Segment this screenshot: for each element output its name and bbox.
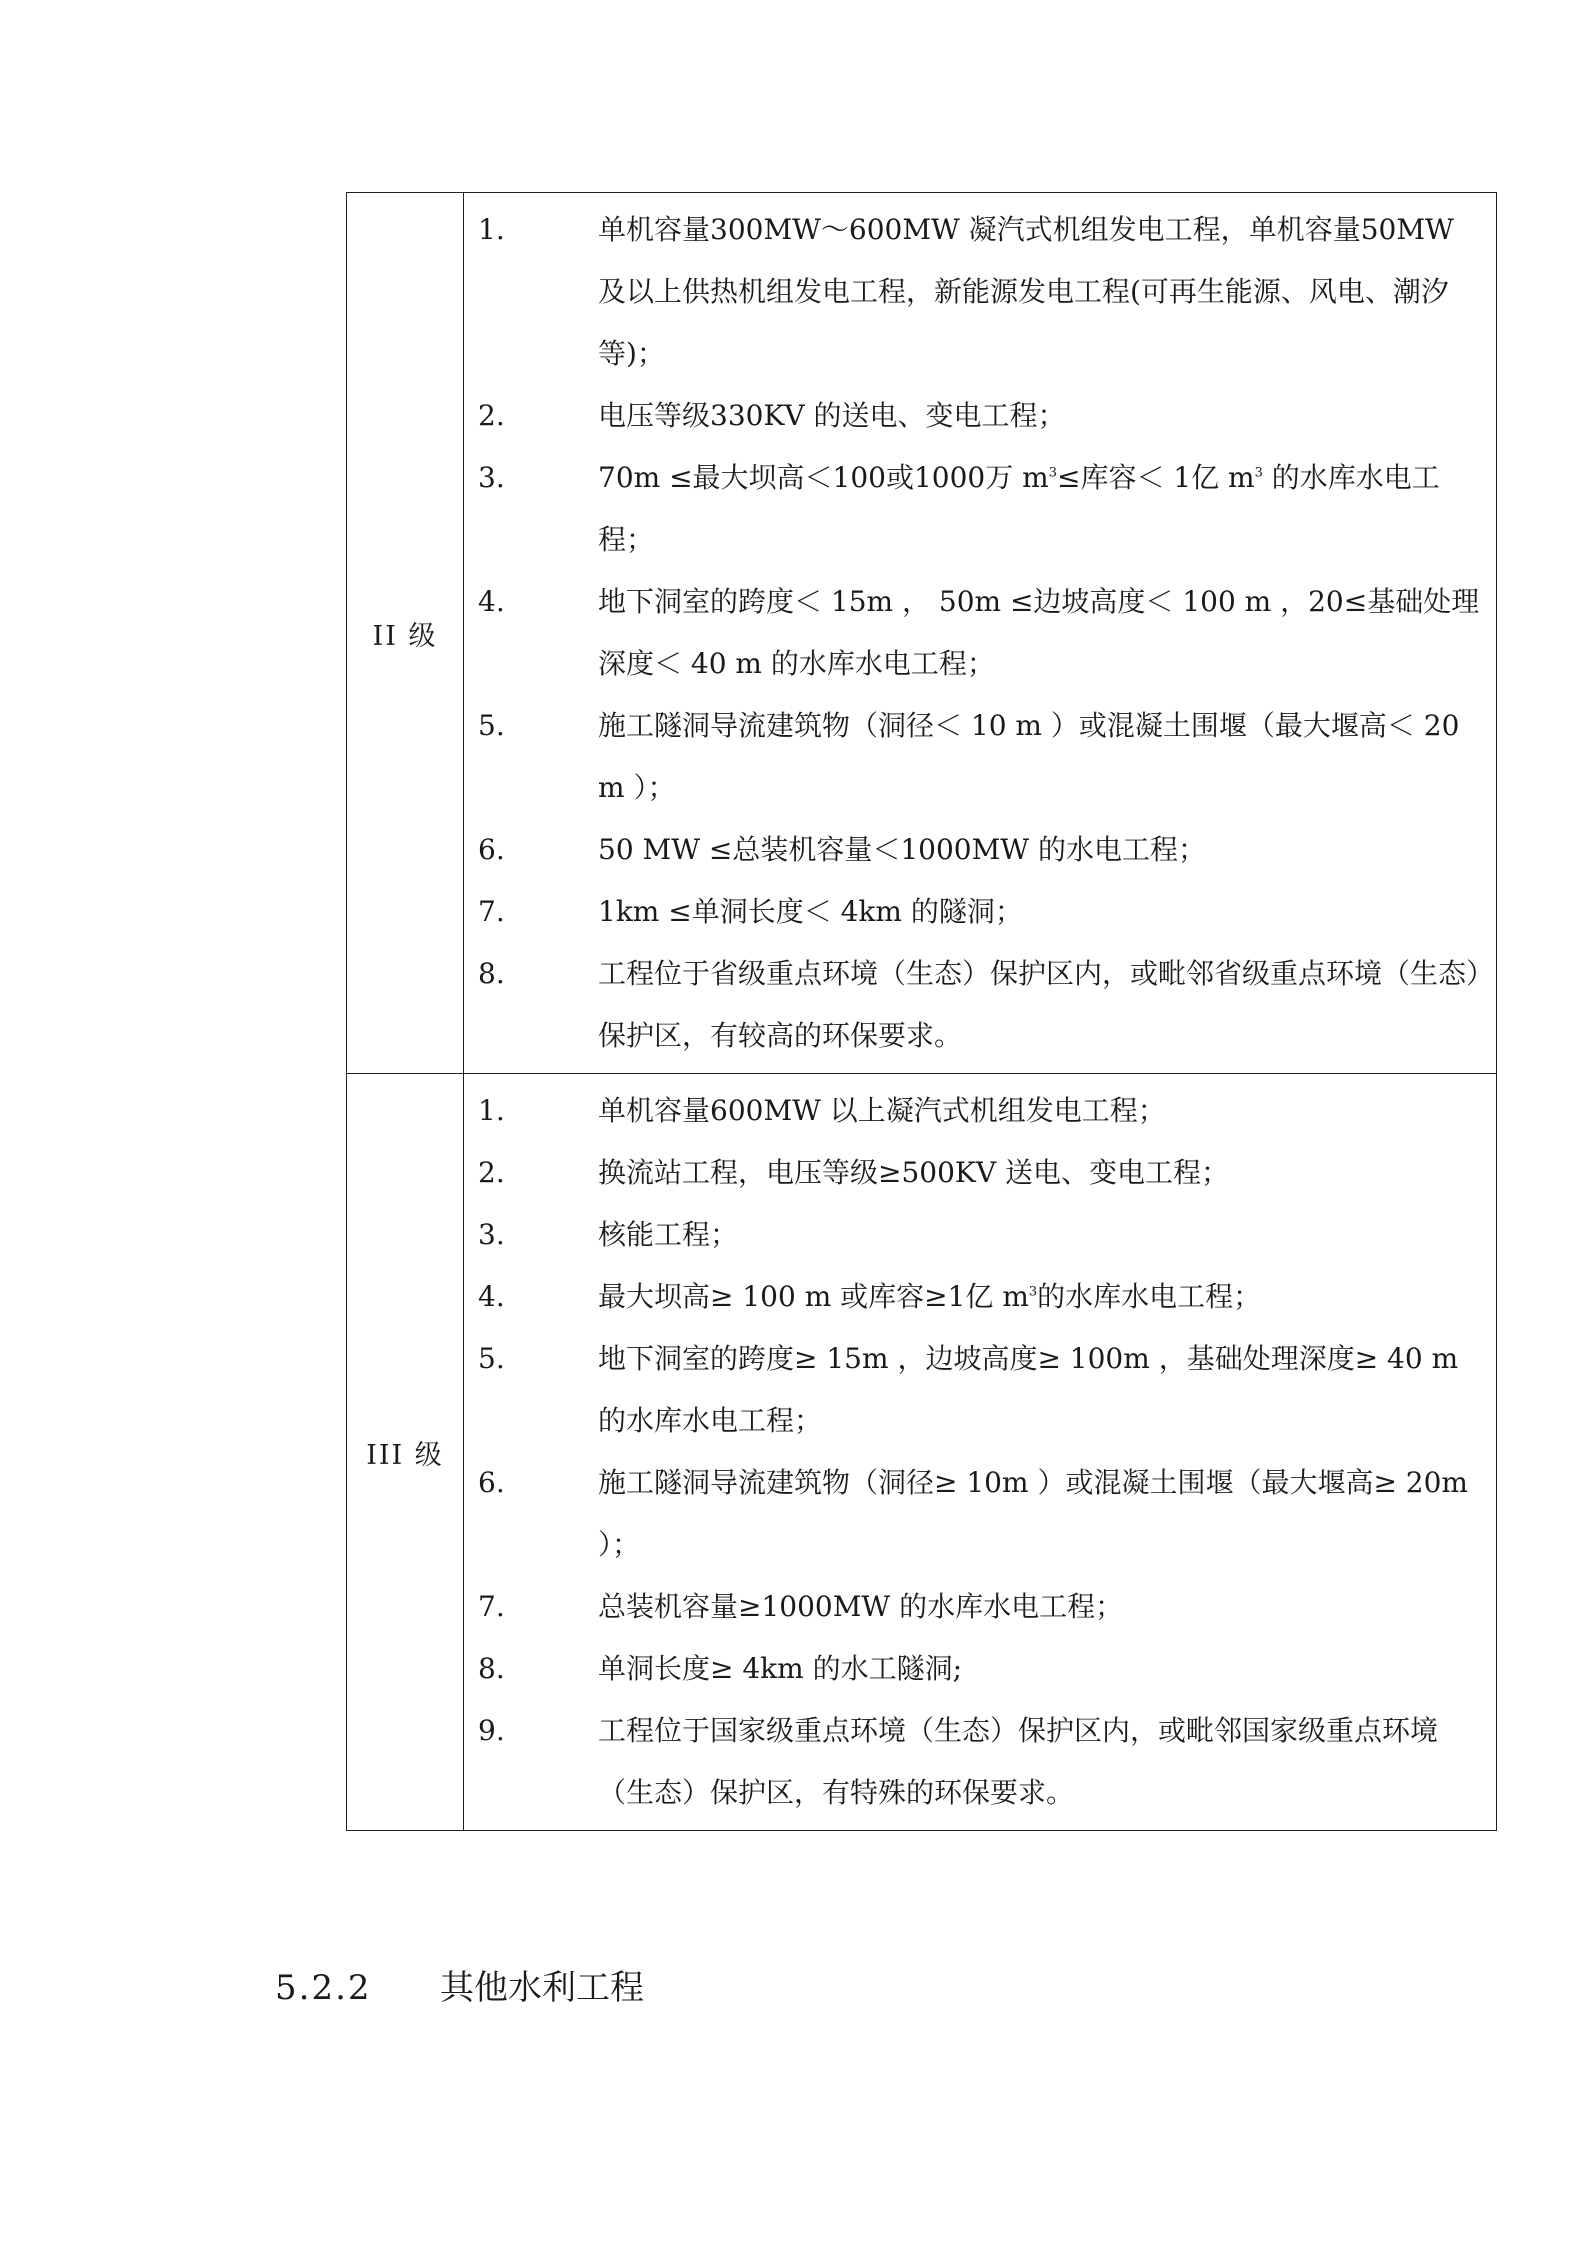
item-number: 2.: [478, 399, 505, 432]
item-text: 地下洞室的跨度≥ 15m ，边坡高度≥ 100m ，基础处理深度≥ 40 m 的水库水电工程；: [598, 1342, 1459, 1437]
list-item: [478, 1142, 1482, 1204]
item-text: 地下洞室的跨度＜ 15m ， 50m ≤边坡高度＜ 100 m ，20≤基础处理深度＜ 40 m 的水库水电工程；: [598, 585, 1480, 680]
list-item: [478, 819, 1482, 881]
item-number: 6.: [478, 1466, 505, 1499]
grade-row-iii: [347, 1074, 1497, 1831]
list-item: [478, 571, 1482, 695]
item-text: 电压等级330KV 的送电、变电工程；: [598, 399, 1066, 432]
item-number: 4.: [478, 1280, 505, 1313]
item-text: 1km ≤单洞长度＜ 4km 的隧洞；: [598, 895, 1023, 928]
section-heading: [275, 1960, 644, 2009]
item-text-part: 的水库水电工程；: [598, 461, 1440, 556]
item-number: 1.: [478, 213, 505, 246]
grade-items-cell: [464, 193, 1497, 1074]
item-text: 单洞长度≥ 4km 的水工隧洞;: [598, 1652, 963, 1685]
list-item: [478, 199, 1482, 385]
superscript: 3: [1048, 465, 1057, 481]
list-item: [478, 943, 1482, 1067]
item-number: 2.: [478, 1156, 505, 1189]
item-text: 核能工程；: [598, 1218, 739, 1251]
item-text: 单机容量600MW 以上凝汽式机组发电工程；: [598, 1094, 1166, 1127]
item-number: 9.: [478, 1714, 505, 1747]
item-text-part: ≤库容＜ 1亿 m: [1056, 461, 1255, 494]
grade-row-ii: [347, 193, 1497, 1074]
list-item: [478, 1080, 1482, 1142]
list-item: [478, 1328, 1482, 1452]
item-text: [598, 1280, 1261, 1313]
item-text: [598, 461, 1440, 556]
item-number: 3.: [478, 1218, 505, 1251]
item-number: 5.: [478, 1342, 505, 1375]
item-number: 4.: [478, 585, 505, 618]
list-item: [478, 447, 1482, 571]
list-item: [478, 695, 1482, 819]
item-text-part: 最大坝高≥ 100 m 或库容≥1亿 m: [598, 1280, 1029, 1313]
item-number: 7.: [478, 895, 505, 928]
item-number: 6.: [478, 833, 505, 866]
list-item: [478, 1266, 1482, 1328]
list-item: [478, 1452, 1482, 1576]
grade-level-label: II 级: [347, 193, 464, 1074]
item-text: 50 MW ≤总装机容量＜1000MW 的水电工程；: [598, 833, 1206, 866]
list-item: [478, 881, 1482, 943]
item-text: 工程位于国家级重点环境（生态）保护区内，或毗邻国家级重点环境（生态）保护区，有特殊的环保要求。: [598, 1714, 1439, 1809]
item-number: 5.: [478, 709, 505, 742]
item-number: 3.: [478, 461, 505, 494]
item-number: 8.: [478, 1652, 505, 1685]
grade-table: [346, 192, 1497, 1831]
item-text-part: 70m ≤最大坝高＜100或1000万 m: [598, 461, 1049, 494]
item-number: 1.: [478, 1094, 505, 1127]
item-number: 7.: [478, 1590, 505, 1623]
list-item: [478, 1576, 1482, 1638]
list-item: [478, 1204, 1482, 1266]
grade-level-label: III 级: [347, 1074, 464, 1831]
item-text: 施工隧洞导流建筑物（洞径＜ 10 m ）或混凝土围堰（最大堰高＜ 20 m ）；: [598, 709, 1460, 804]
item-text: 换流站工程，电压等级≥500KV 送电、变电工程；: [598, 1156, 1229, 1189]
item-text: 总装机容量≥1000MW 的水库水电工程；: [598, 1590, 1124, 1623]
section-title: 其他水利工程: [440, 1968, 644, 2008]
item-text: 单机容量300MW～600MW 凝汽式机组发电工程，单机容量50MW 及以上供热机组发电工程，新能源发电工程(可再生能源、风电、潮汐等)；: [598, 213, 1454, 370]
item-number: 8.: [478, 957, 505, 990]
list-item: [478, 385, 1482, 447]
grade-items-cell: [464, 1074, 1497, 1831]
list-item: [478, 1638, 1482, 1700]
superscript: 3: [1028, 1284, 1038, 1300]
item-text: 工程位于省级重点环境（生态）保护区内，或毗邻省级重点环境（生态）保护区，有较高的环保要求。: [598, 957, 1481, 1052]
section-number: 5.2.2: [275, 1968, 372, 2008]
item-text-part: 的水库水电工程；: [1037, 1280, 1262, 1313]
superscript: 3: [1254, 465, 1263, 481]
list-item: [478, 1700, 1482, 1824]
item-text: 施工隧洞导流建筑物（洞径≥ 10m ）或混凝土围堰（最大堰高≥ 20m ）；: [598, 1466, 1468, 1561]
